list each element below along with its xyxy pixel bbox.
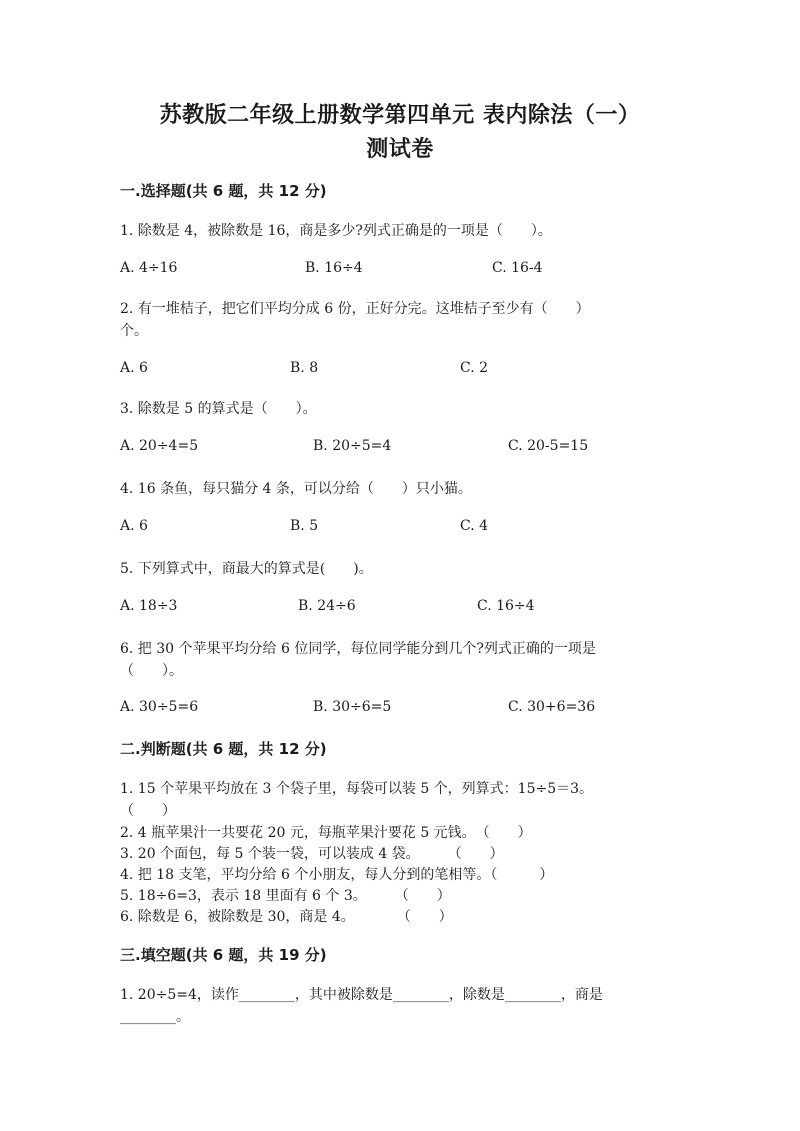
choice-question-4: 4. 16 条鱼，每只猫分 4 条，可以分给（ ）只小猫。 bbox=[120, 481, 472, 497]
choice-q1-option-b: B. 16÷4 bbox=[305, 260, 363, 276]
choice-q1-option-c: C. 16-4 bbox=[492, 260, 543, 276]
choice-q2-option-c: C. 2 bbox=[460, 360, 489, 376]
choice-q6-option-a: A. 30÷5=6 bbox=[120, 699, 199, 715]
judge-item-5: 5. 18÷6=3，表示 18 里面有 6 个 3。 （ ） bbox=[120, 888, 451, 904]
choice-question-3: 3. 除数是 5 的算式是（ ）。 bbox=[120, 401, 317, 417]
choice-question-5: 5. 下列算式中，商最大的算式是( )。 bbox=[120, 561, 373, 577]
choice-q3-option-c: C. 20-5=15 bbox=[508, 438, 589, 454]
choice-q4-option-a: A. 6 bbox=[120, 518, 148, 534]
choice-q6-option-c: C. 30+6=36 bbox=[508, 699, 596, 715]
choice-question-1: 1. 除数是 4，被除数是 16，商是多少?列式正确是的一项是（ ）。 bbox=[120, 223, 552, 239]
page-title-line-1: 苏教版二年级上册数学第四单元 表内除法（一） bbox=[159, 102, 641, 128]
judge-item-6: 6. 除数是 6，被除数是 30，商是 4。 （ ） bbox=[120, 909, 453, 925]
choice-q4-option-c: C. 4 bbox=[460, 518, 489, 534]
judge-item-2: 2. 4 瓶苹果汁一共要花 20 元，每瓶苹果汁要花 5 元钱。 （ ） bbox=[120, 825, 532, 841]
judge-item-3: 3. 20 个面包，每 5 个装一袋，可以装成 4 袋。 （ ） bbox=[120, 846, 504, 862]
choice-q6-option-b: B. 30÷6=5 bbox=[313, 699, 392, 715]
fill-question-1-cont: ________。 bbox=[120, 1009, 190, 1025]
choice-q1-option-a: A. 4÷16 bbox=[120, 260, 178, 276]
judge-item-1-answer: （ ） bbox=[120, 803, 176, 819]
choice-q4-option-b: B. 5 bbox=[290, 518, 319, 534]
fill-question-1: 1. 20÷5=4，读作________，其中被除数是________，除数是________，商是 bbox=[120, 987, 603, 1003]
choice-question-6-cont: （ ）。 bbox=[120, 663, 183, 679]
choice-q3-option-a: A. 20÷4=5 bbox=[120, 438, 199, 454]
page-title-line-2: 测试卷 bbox=[366, 136, 434, 162]
choice-q5-option-b: B. 24÷6 bbox=[298, 598, 356, 614]
choice-q5-option-a: A. 18÷3 bbox=[120, 598, 178, 614]
judge-item-4: 4. 把 18 支笔，平均分给 6 个小朋友，每人分到的笔相等。（ ） bbox=[120, 867, 554, 883]
section-heading-fill: 三.填空题(共 6 题，共 19 分) bbox=[120, 946, 327, 964]
section-heading-choice: 一.选择题(共 6 题，共 12 分) bbox=[120, 182, 327, 200]
choice-q5-option-c: C. 16÷4 bbox=[477, 598, 535, 614]
choice-q2-option-b: B. 8 bbox=[290, 360, 319, 376]
choice-q2-option-a: A. 6 bbox=[120, 360, 148, 376]
choice-question-2-cont: 个。 bbox=[120, 323, 148, 339]
judge-item-1: 1. 15 个苹果平均放在 3 个袋子里，每袋可以装 5 个，列算式：15÷5＝3。 bbox=[120, 781, 594, 797]
choice-question-2: 2. 有一堆桔子，把它们平均分成 6 份，正好分完。这堆桔子至少有（ ） bbox=[120, 301, 590, 317]
choice-q3-option-b: B. 20÷5=4 bbox=[313, 438, 392, 454]
section-heading-judge: 二.判断题(共 6 题，共 12 分) bbox=[120, 740, 327, 758]
choice-question-6: 6. 把 30 个苹果平均分给 6 位同学，每位同学能分到几个?列式正确的一项是 bbox=[120, 641, 596, 657]
